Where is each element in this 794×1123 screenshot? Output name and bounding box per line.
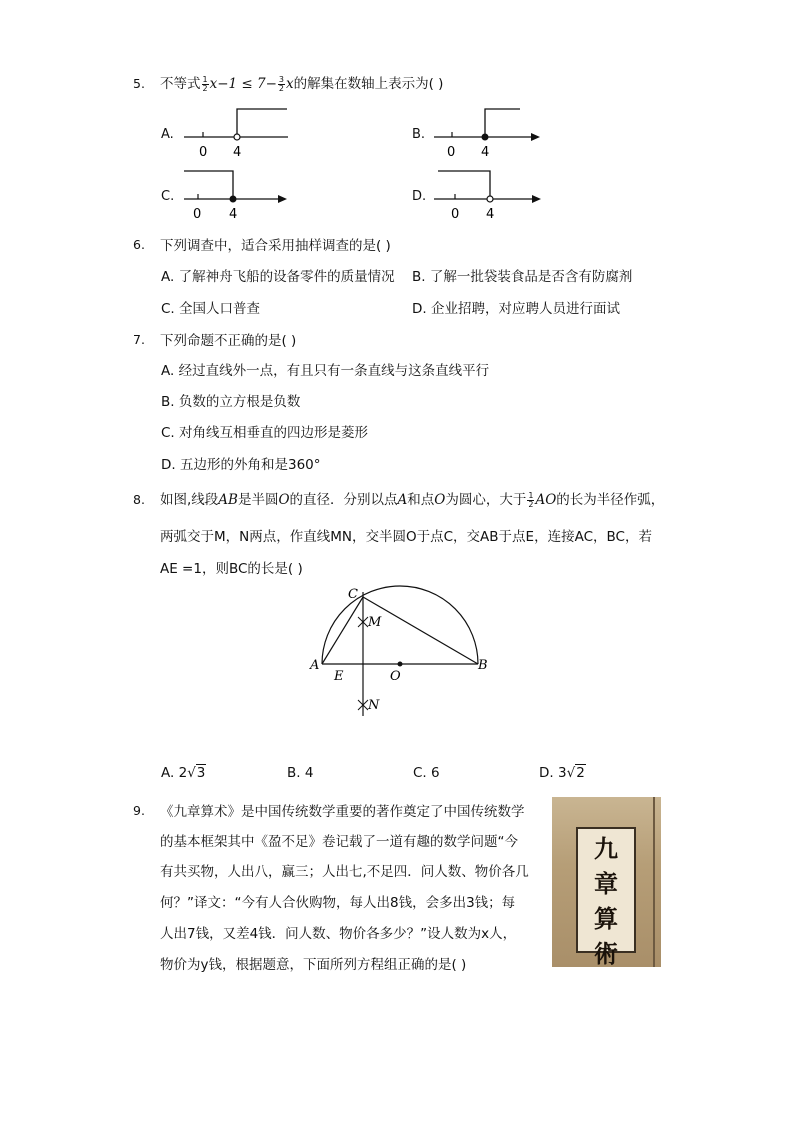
book-title-char: 章 xyxy=(594,869,618,898)
q8-var: O xyxy=(278,492,290,508)
tick-label-0: 0 xyxy=(451,207,460,222)
q8-var: AO xyxy=(535,492,557,508)
option-label: C. xyxy=(413,765,427,781)
solution-ray xyxy=(438,171,490,199)
q5-part2: x xyxy=(286,76,294,92)
q7-stem: 下列命题不正确的是( ) xyxy=(160,333,297,349)
q9-number: 9. xyxy=(133,803,145,818)
solution-ray xyxy=(485,109,520,137)
book-title-char: 術 xyxy=(594,939,618,968)
q5-option-d-label[interactable]: D. xyxy=(412,189,427,204)
q7-option-a[interactable] xyxy=(161,359,489,379)
option-label: B. xyxy=(412,269,426,285)
option-coef: 3 xyxy=(557,765,567,781)
q5-option-a-number-line xyxy=(180,104,300,162)
tick-label-4: 4 xyxy=(229,207,238,222)
q8-option-d[interactable] xyxy=(539,765,586,781)
q8-text: 的直径．分别以点 xyxy=(289,492,398,508)
q5-option-d-number-line xyxy=(430,166,550,224)
option-label: A. xyxy=(161,765,175,781)
option-label: D. xyxy=(539,765,554,781)
book-title-char: 算 xyxy=(594,904,618,933)
sqrt-icon: √3 xyxy=(187,765,206,781)
q5-fraction-2 xyxy=(278,76,285,93)
q5-option-b-label[interactable]: B. xyxy=(412,127,426,142)
option-text: 对角线互相垂直的四边形是菱形 xyxy=(179,425,369,441)
q7-option-b[interactable] xyxy=(161,390,300,410)
q9-line-5: 人出7钱，又差4钱．问人数、物价各多少？”设人数为x人， xyxy=(160,926,517,942)
segment-ac xyxy=(322,597,363,664)
tick-label-4: 4 xyxy=(233,145,242,160)
label-a: A xyxy=(310,658,320,673)
tick-label-0: 0 xyxy=(199,145,208,160)
option-text: 6 xyxy=(431,765,440,781)
option-text: 企业招聘，对应聘人员进行面试 xyxy=(430,301,620,317)
q6-stem: 下列调查中，适合采用抽样调查的是( ) xyxy=(160,238,391,254)
book-title-char: 九 xyxy=(594,834,618,863)
book-edge xyxy=(653,797,655,967)
solution-ray xyxy=(237,109,287,137)
q8-var: A xyxy=(397,492,408,508)
sqrt-icon: √2 xyxy=(566,765,585,781)
q8-line-3: AE =1，则BC的长是( ) xyxy=(160,561,303,577)
q9-line-6: 物价为y钱，根据题意，下面所列方程组正确的是( ) xyxy=(160,957,467,973)
center-point-o xyxy=(398,662,403,667)
open-point-icon xyxy=(234,134,240,140)
option-text: 了解神舟飞船的设备零件的质量情况 xyxy=(178,269,395,285)
arrow-head-icon xyxy=(532,195,541,203)
segment-bc xyxy=(363,597,478,664)
q5-option-b-number-line xyxy=(430,104,545,162)
q7-number: 7. xyxy=(133,332,145,347)
radicand: 3 xyxy=(196,765,206,781)
tick-label-0: 0 xyxy=(447,145,456,160)
q8-option-b[interactable] xyxy=(287,765,313,781)
label-c: C xyxy=(348,587,358,602)
q7-option-d[interactable] xyxy=(161,453,321,473)
arrow-head-icon xyxy=(531,133,540,141)
q8-number: 8. xyxy=(133,492,145,507)
book-cover-image xyxy=(552,797,661,967)
option-text: 了解一批袋装食品是否含有防腐剂 xyxy=(429,269,633,285)
tick-label-4: 4 xyxy=(481,145,490,160)
q5-number: 5. xyxy=(133,76,145,91)
closed-point-icon xyxy=(230,196,236,202)
q6-number: 6. xyxy=(133,237,145,252)
q5-fraction-1 xyxy=(202,76,209,93)
q9-line-2: 的基本框架其中《盈不足》卷记载了一道有趣的数学问题“今 xyxy=(160,834,518,850)
option-text: 负数的立方根是负数 xyxy=(178,394,301,410)
q8-line-1 xyxy=(160,488,664,509)
q5-stem-pre: 不等式 xyxy=(160,76,201,92)
book-title-label xyxy=(576,827,636,968)
q8-f-num: 1 xyxy=(528,490,534,500)
q8-text: 如图,线段 xyxy=(160,492,219,508)
q8-text: 是半圆 xyxy=(237,492,279,508)
option-label: A. xyxy=(161,269,175,285)
q5-f1-num: 1 xyxy=(202,74,208,84)
q8-var: O xyxy=(434,492,446,508)
q8-text: 的长为半径作弧， xyxy=(556,492,665,508)
q5-part1: x−1 ≤ 7− xyxy=(209,76,277,92)
q9-line-1: 《九章算术》是中国传统数学重要的著作奠定了中国传统数学 xyxy=(160,804,525,820)
q8-text: 和点 xyxy=(407,492,435,508)
option-label: D. xyxy=(412,301,427,317)
q5-stem xyxy=(160,72,443,93)
tick-label-0: 0 xyxy=(193,207,202,222)
q8-option-c[interactable] xyxy=(413,765,440,781)
q6-option-a[interactable] xyxy=(161,265,395,285)
label-o: O xyxy=(390,669,401,684)
label-m: M xyxy=(368,615,382,630)
option-label: A. xyxy=(161,363,175,379)
q8-option-a[interactable] xyxy=(161,765,206,781)
q5-option-c-label[interactable]: C. xyxy=(161,189,175,204)
q5-f1-den: 2 xyxy=(202,83,208,93)
option-label: D. xyxy=(161,457,176,473)
q8-line-2: 两弧交于M，N两点，作直线MN，交半圆O于点C，交AB于点E，连接AC，BC，若 xyxy=(160,529,652,545)
q9-line-3: 有共买物，人出八，赢三；人出七,不足四．问人数、物价各几 xyxy=(160,864,529,880)
option-coef: 2 xyxy=(178,765,188,781)
q5-stem-post: 的解集在数轴上表示为( ) xyxy=(293,76,444,92)
q8-text: 为圆心，大于 xyxy=(445,492,527,508)
closed-point-icon xyxy=(482,134,488,140)
q5-option-a-label[interactable]: A. xyxy=(161,127,174,142)
q5-f2-num: 3 xyxy=(278,74,284,84)
option-label: B. xyxy=(161,394,175,410)
q6-option-b[interactable] xyxy=(412,265,632,285)
solution-ray xyxy=(184,171,233,199)
label-e: E xyxy=(334,669,344,684)
radicand: 2 xyxy=(576,765,585,781)
arrow-head-icon xyxy=(278,195,287,203)
option-text: 五边形的外角和是360° xyxy=(179,457,321,473)
option-label: B. xyxy=(287,765,301,781)
q7-option-c[interactable] xyxy=(161,421,368,441)
q8-f-den: 2 xyxy=(528,499,534,509)
q8-fraction xyxy=(527,492,534,509)
tick-label-4: 4 xyxy=(486,207,495,222)
open-point-icon xyxy=(487,196,493,202)
label-b: B xyxy=(478,658,488,673)
q5-f2-den: 2 xyxy=(278,83,284,93)
q6-option-d[interactable] xyxy=(412,297,620,317)
option-text: 全国人口普查 xyxy=(179,301,261,317)
option-label: C. xyxy=(161,425,175,441)
option-label: C. xyxy=(161,301,175,317)
option-text: 经过直线外一点，有且只有一条直线与这条直线平行 xyxy=(178,363,490,379)
label-n: N xyxy=(368,698,380,713)
q6-option-c[interactable] xyxy=(161,297,260,317)
q8-var: AB xyxy=(218,492,238,508)
option-text: 4 xyxy=(304,765,314,781)
q9-line-4: 何？”译文：“今有人合伙购物，每人出8钱，会多出3钱；每 xyxy=(160,895,516,911)
q5-option-c-number-line xyxy=(180,166,295,224)
q8-figure xyxy=(300,582,500,722)
